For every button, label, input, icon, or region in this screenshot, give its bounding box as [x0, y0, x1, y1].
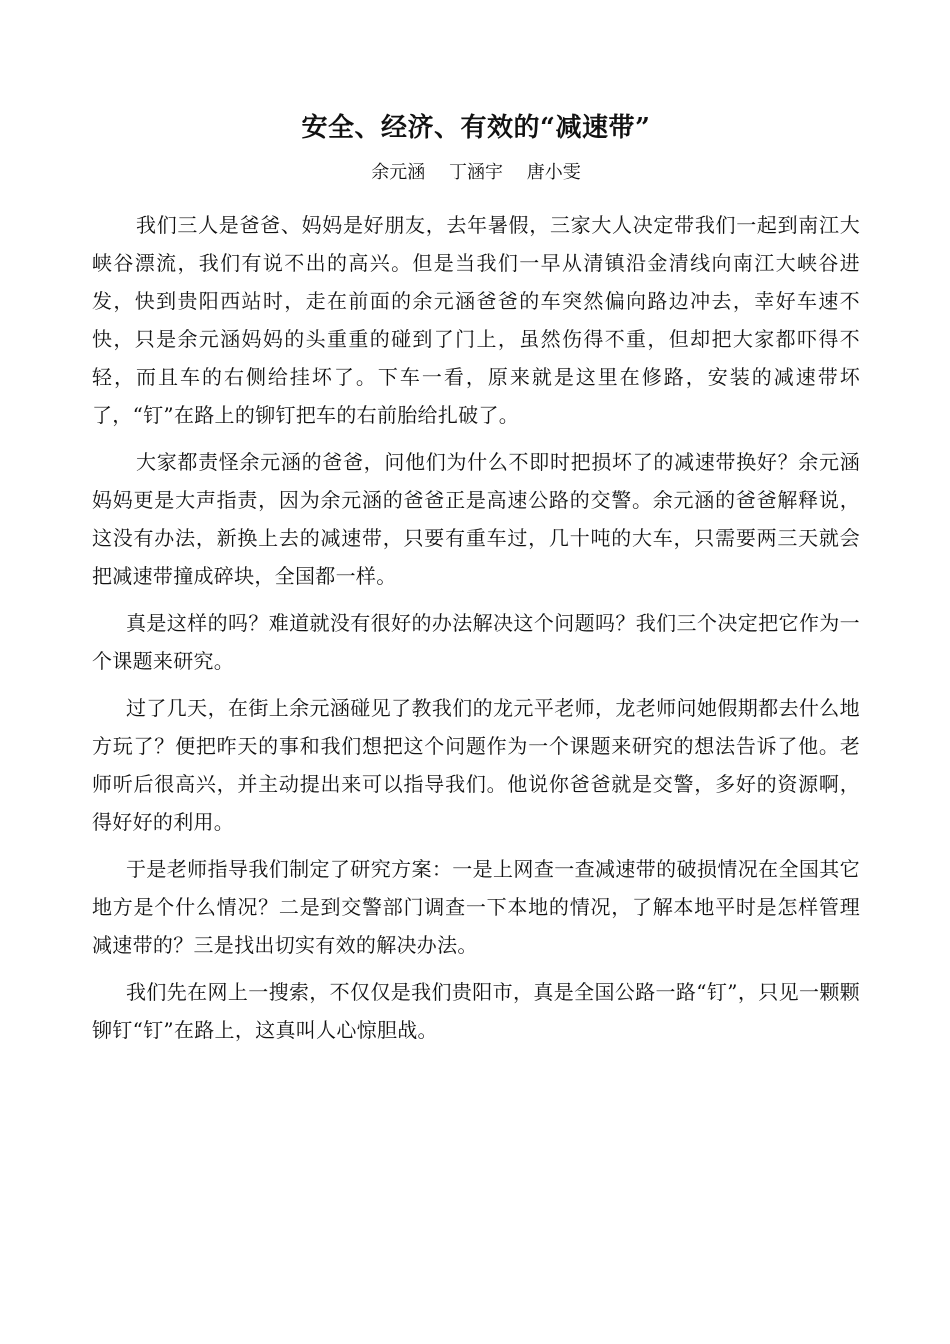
- article-body: [92, 206, 860, 1049]
- paragraph: 我们先在网上一搜索，不仅仅是我们贵阳市，真是全国公路一路“钉”，只见一颗颗铆钉“钉”在路上，这真叫人心惊胆战。: [92, 980, 860, 1042]
- paragraph: 真是这样的吗？难道就没有很好的办法解决这个问题吗？我们三个决定把它作为一个课题来研究。: [92, 611, 860, 673]
- paragraph: 大家都责怪余元涵的爸爸，问他们为什么不即时把损坏了的减速带换好？余元涵妈妈更是大声指责，因为余元涵的爸爸正是高速公路的交警。余元涵的爸爸解释说，这没有办法，新换上去的减速带，只要有重车过，几十吨的大车，只需要两三天就会把减速带撞成碎块，全国都一样。: [92, 450, 860, 588]
- paragraph: 过了几天，在街上余元涵碰见了教我们的龙元平老师，龙老师问她假期都去什么地方玩了？便把昨天的事和我们想把这个问题作为一个课题来研究的想法告诉了他。老师听后很高兴，并主动提出来可以指导我们。他说你爸爸就是交警，多好的资源啊，得好好的利用。: [92, 696, 860, 834]
- author-list: [92, 158, 860, 188]
- paragraph: 于是老师指导我们制定了研究方案：一是上网查一查减速带的破损情况在全国其它地方是个什么情况？二是到交警部门调查一下本地的情况，了解本地平时是怎样管理减速带的？三是找出切实有效的解决办法。: [92, 857, 860, 957]
- author-name: 丁涵宇: [449, 162, 503, 183]
- document-title: 安全、经济、有效的“减速带”: [301, 113, 651, 143]
- author-name: 余元涵: [371, 162, 426, 183]
- author-name: 唐小雯: [526, 162, 581, 183]
- paragraph: 我们三人是爸爸、妈妈是好朋友，去年暑假，三家大人决定带我们一起到南江大峡谷漂流，我们有说不出的高兴。但是当我们一早从清镇沿金清线向南江大峡谷进发，快到贵阳西站时，走在前面的余元涵爸爸的车突然偏向路边冲去，幸好车速不快，只是余元涵妈妈的头重重的碰到了门上，虽然伤得不重，但却把大家都吓得不轻，而且车的右侧给挂坏了。下车一看，原来就是这里在修路，安装的减速带坏了，“钉”在路上的铆钉把车的右前胎给扎破了。: [92, 213, 860, 427]
